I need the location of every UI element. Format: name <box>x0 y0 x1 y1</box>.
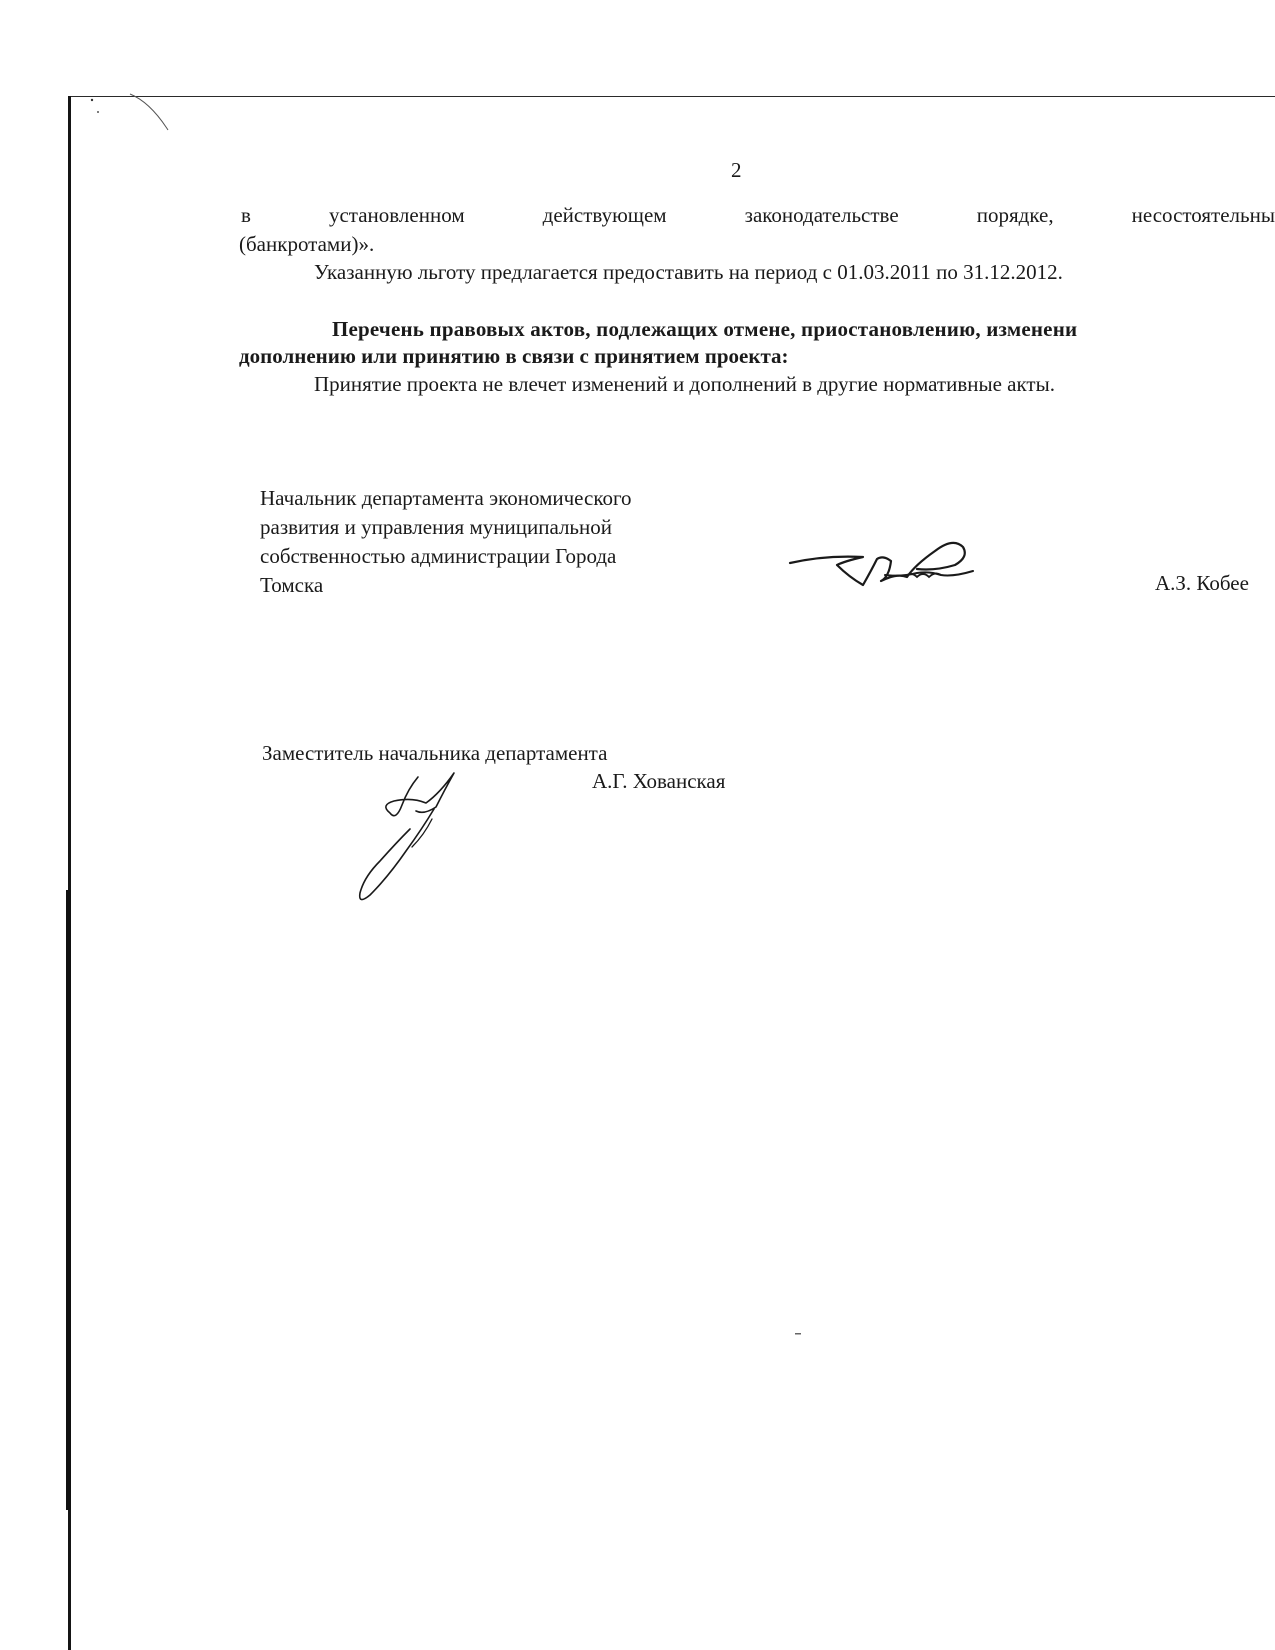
signatory-2-title: Заместитель начальника департамента <box>262 741 608 765</box>
word: законодательстве <box>744 203 899 227</box>
signatory-1-title-line: собственностью администрации Города <box>260 544 617 568</box>
signatory-1-title-line: Томска <box>260 573 324 597</box>
word: в <box>241 203 251 227</box>
acts-heading-line-1: Перечень правовых актов, подлежащих отмене, приостановлению, изменени <box>332 317 1078 341</box>
word: установленном <box>328 203 465 227</box>
continuation-line-2: (банкротами)». <box>239 232 375 256</box>
scan-speck <box>795 1332 803 1336</box>
scan-top-edge <box>70 96 1275 97</box>
signatory-1-title-line: Начальник департамента экономического <box>260 486 632 510</box>
scan-left-edge-shadow <box>66 890 71 1510</box>
signature-2 <box>350 765 480 910</box>
page-number: 2 <box>731 158 742 182</box>
word: действующем <box>542 203 667 227</box>
word: порядке, <box>976 203 1054 227</box>
signatory-1-title-line: развития и управления муниципальной <box>260 515 612 539</box>
signatory-1-name: А.З. Кобее <box>1155 571 1249 595</box>
acts-heading-line-2: дополнению или принятию в связи с принятием проекта: <box>239 344 789 368</box>
signatory-1-title <box>260 484 632 600</box>
acts-body: Принятие проекта не влечет изменений и дополнений в другие нормативные акты. <box>314 372 1055 396</box>
corner-fold-mark <box>90 92 180 137</box>
word: несостоятельны <box>1131 203 1275 227</box>
benefit-period-paragraph: Указанную льготу предлагается предоставить на период с 01.03.2011 по 31.12.2012. <box>314 260 1063 284</box>
signatory-2-name: А.Г. Хованская <box>592 769 726 793</box>
signature-1 <box>785 525 985 600</box>
continuation-line-1 <box>241 203 1275 228</box>
